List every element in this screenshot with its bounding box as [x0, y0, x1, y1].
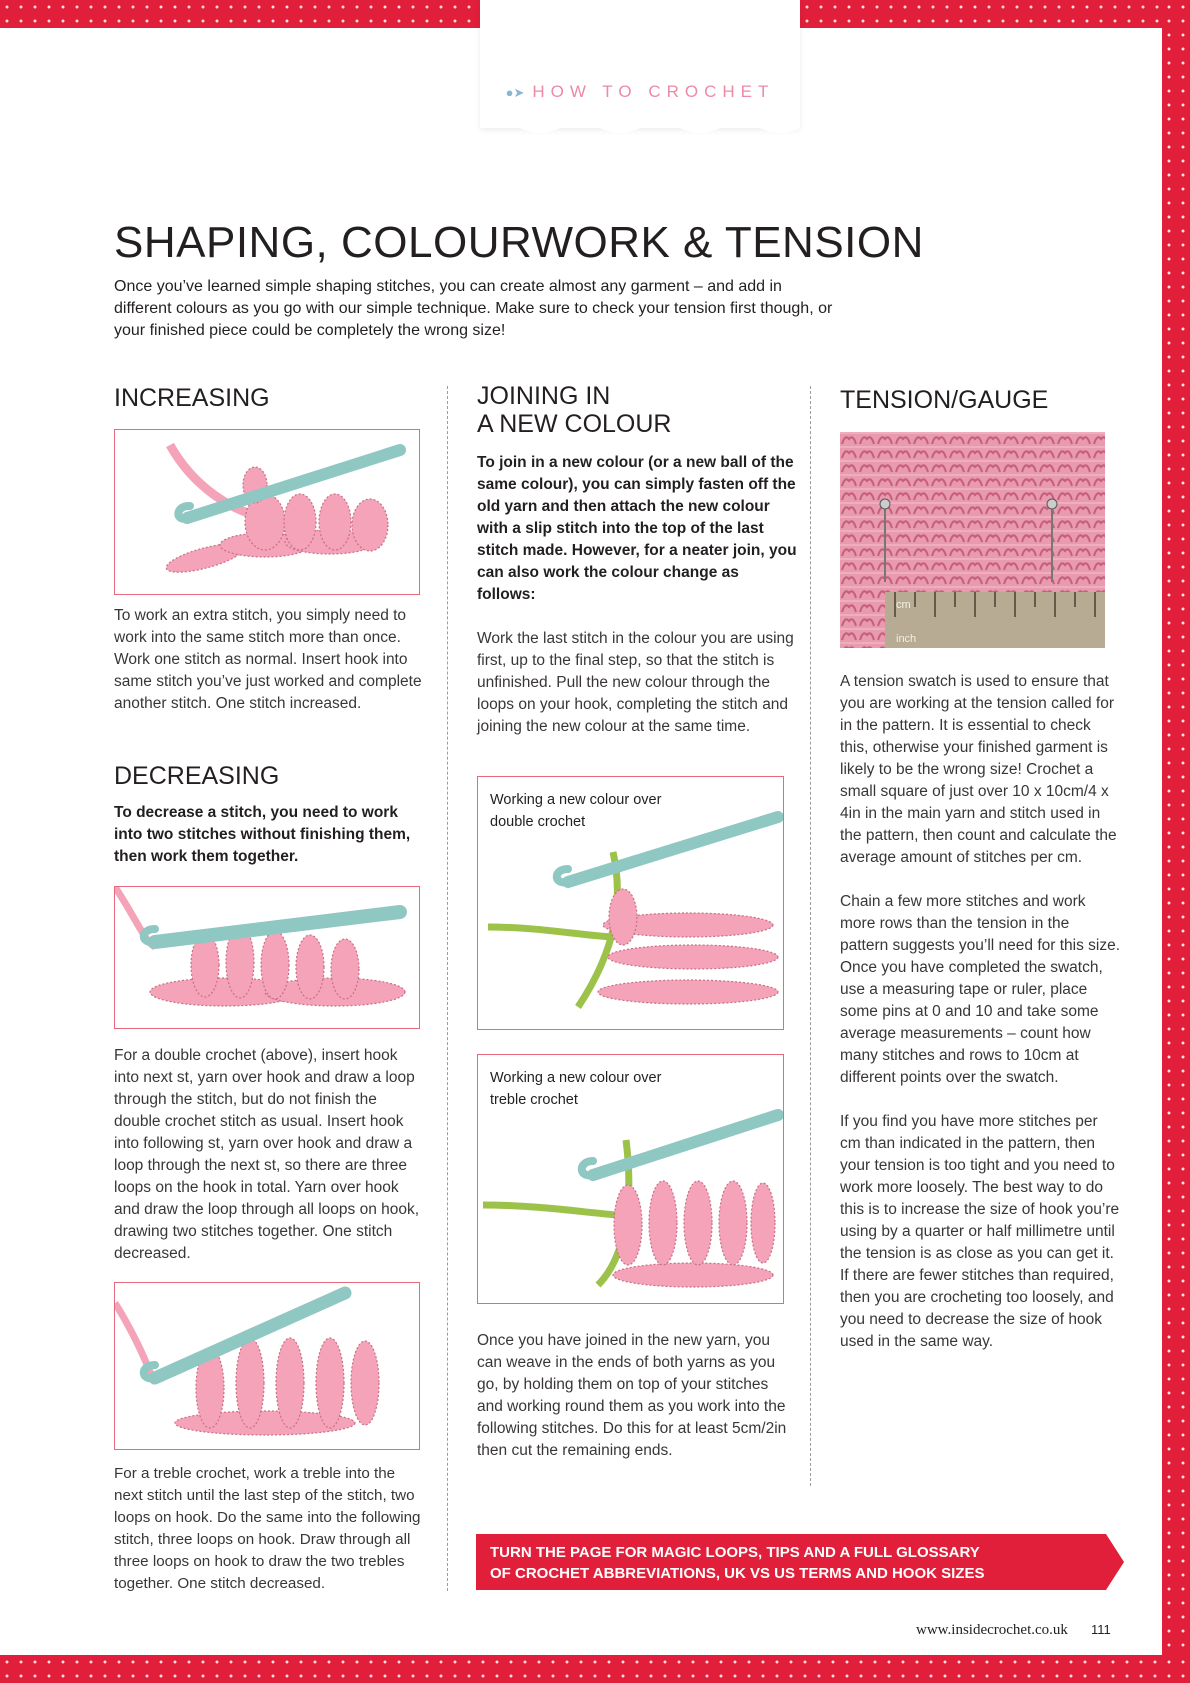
joining-body2-wrap [477, 1330, 797, 1462]
decreasing-lead: To decrease a stitch, you need to work into two stitches without finishing them, then work them together. [114, 804, 411, 865]
column-divider-1 [447, 386, 448, 1591]
tension-body1: A tension swatch is used to ensure that you are working at the tension called for in the pattern. It is essential to check this, otherwise your finished garment is likely to be the wrong size! Crochet a small square of just over 10 x 10cm/4 x 4in in the main yarn and stitch used in the pattern, then count and calculate the average amount of stitches per cm. [840, 673, 1117, 866]
top-border-left [0, 0, 480, 28]
fig2-caption-line1: Working a new colour over [490, 1070, 662, 1086]
increasing-body-wrap [114, 605, 424, 715]
tension-heading: TENSION/GAUGE [840, 386, 1049, 414]
section-label-text: HOW TO CROCHET [532, 82, 775, 101]
decreasing-body2: For a treble crochet, work a treble into the next stitch until the last step of the stitch, two loops on hook. Do the same into the following stitch, three loops on hook. Draw through all three loops on hook to draw the two trebles together. One stitch decreased. [114, 1465, 421, 1592]
column-divider-2 [810, 386, 811, 1486]
page-number: 111 [1091, 1622, 1111, 1637]
decreasing-body1: For a double crochet (above), insert hook into next st, yarn over hook and draw a loop through the stitch, but do not finish the double crochet stitch as usual. Insert hook into following st, yarn over hook and draw a loop through the next st, so there are three loops on the hook in total. Yarn over hook and draw the loop through all loops on hook, drawing two stitches together. One stitch decreased. [114, 1047, 420, 1262]
new-colour-double-crochet-figure [477, 776, 784, 1030]
column-joining [477, 382, 797, 738]
tension-body3: If you find you have more stitches per cm than indicated in the pattern, then your tension is too tight and you need to work more loosely. The best way to do this is to increase the size of hook you’re using by a quarter or half millimetre until the tension is as close as you can get it. If there are fewer stitches than required, then you are crocheting too loosely, and you need to decrease the size of hook used in the same way. [840, 1113, 1120, 1350]
decreasing-body1-wrap [114, 1045, 424, 1265]
section-label [480, 82, 800, 102]
banner-text [490, 1542, 984, 1584]
treble-crochet-decrease-illustration [114, 1282, 420, 1450]
increasing-heading: INCREASING [114, 384, 270, 412]
tension-swatch-photo [840, 432, 1105, 648]
column-increasing [114, 384, 424, 412]
column-decreasing [114, 762, 424, 868]
banner-line1: TURN THE PAGE FOR MAGIC LOOPS, TIPS AND A FULL GLOSSARY [490, 1544, 980, 1561]
double-crochet-decrease-illustration [114, 886, 420, 1029]
decreasing-body2-wrap [114, 1463, 424, 1595]
fig1-caption-line2: double crochet [490, 814, 586, 830]
joining-body2: Once you have joined in the new yarn, you can weave in the ends of both yarns as you go, by holding them on top of your stitches and working round them as you work into the following stitches. Do this for at least 5cm/2in then cut the remaining ends. [477, 1332, 787, 1459]
fig2-caption-line2: treble crochet [490, 1092, 578, 1108]
ruler-cm-label: cm [896, 599, 911, 611]
tension-text [840, 671, 1120, 1353]
tension-body2: Chain a few more stitches and work more rows than the tension in the pattern suggests you’ll need for this size. Once you have completed the swatch, use a measuring tape or ruler, place some pins at 0 and 10 and take some average measurements – count how many stitches and rows to 10cm at different points over the swatch. [840, 893, 1121, 1086]
decreasing-heading: DECREASING [114, 762, 280, 790]
increasing-body: To work an extra stitch, you simply need to work into the same stitch more than once. Work one stitch as normal. Insert hook into same stitch you’ve just worked and complete another stitch. One stitch increased. [114, 607, 422, 712]
new-colour-treble-crochet-figure [477, 1054, 784, 1304]
fig1-caption-line1: Working a new colour over [490, 792, 662, 808]
ruler-inch-label: inch [896, 633, 917, 645]
next-page-banner[interactable] [476, 1534, 1124, 1590]
arrow-icon: ●➤ [505, 85, 525, 100]
increase-illustration [114, 429, 420, 595]
joining-heading-line1: JOINING IN [477, 382, 611, 410]
bottom-border [0, 1655, 1190, 1683]
page-title: SHAPING, COLOURWORK & TENSION [114, 218, 924, 267]
joining-lead: To join in a new colour (or a new ball of the same colour), you can simply fasten off the old yarn and then attach the new colour with a slip stitch into the top of the last stitch made. However, for a neater join, you can also work the colour change as follows: [477, 454, 797, 603]
joining-heading-line2: A NEW COLOUR [477, 410, 672, 438]
joining-body1: Work the last stitch in the colour you are using first, up to the final step, so that the stitch is unfinished. Pull the new colour through the loops on your hook, completing the stitch and joining the new colour at the same time. [477, 630, 794, 735]
column-tension [840, 386, 1150, 414]
top-border-right [800, 0, 1190, 28]
intro-text: Once you’ve learned simple shaping stitches, you can create almost any garment – and add in different colours as you go with our simple technique. Make sure to check your tension first though, or your finished piece could be completely the wrong size! [114, 278, 833, 339]
website-url[interactable]: www.insidecrochet.co.uk [916, 1622, 1068, 1638]
right-border [1162, 0, 1190, 1683]
header-tab [480, 0, 800, 128]
banner-line2: OF CROCHET ABBREVIATIONS, UK VS US TERMS AND HOOK SIZES [490, 1565, 985, 1582]
wavy-edge [480, 118, 800, 138]
